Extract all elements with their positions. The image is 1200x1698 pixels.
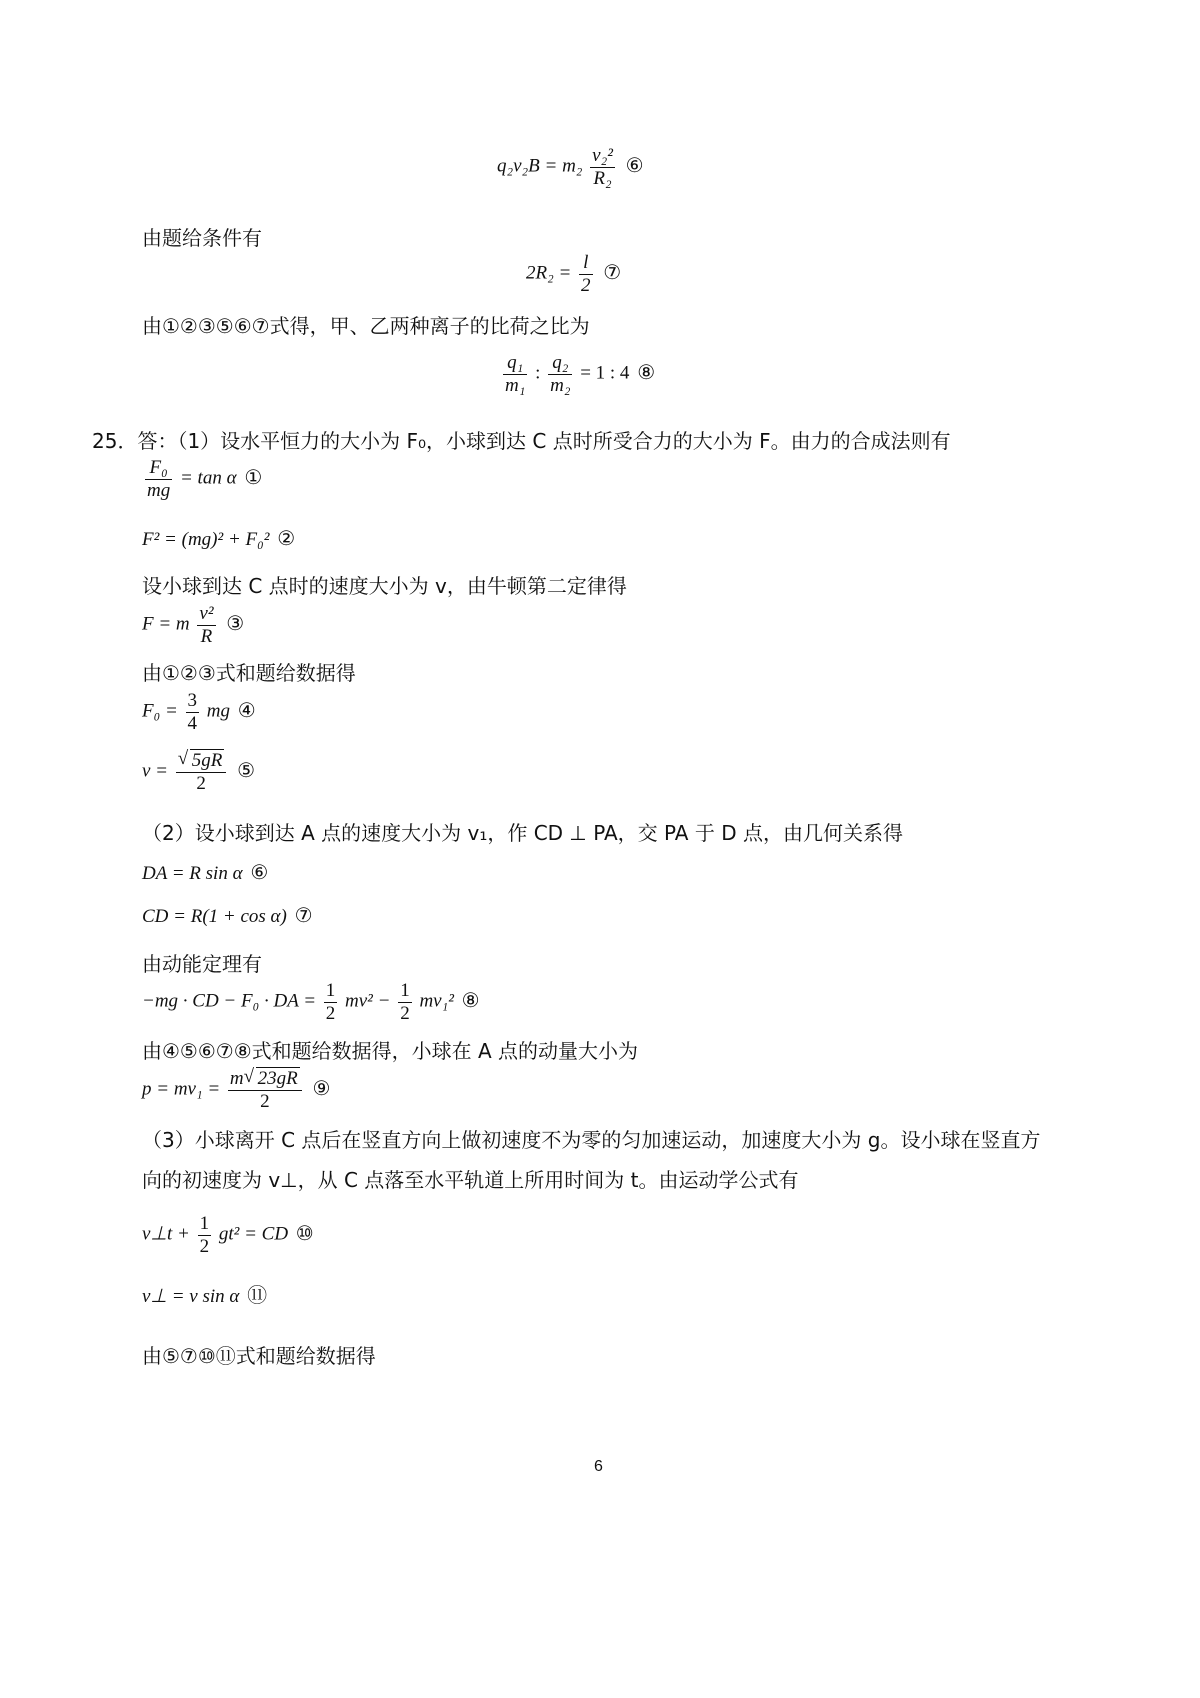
eq6-fraction — [590, 145, 615, 190]
eq8b-mid: mv² − — [345, 990, 391, 1012]
eq8b-f1-num: 1 — [325, 980, 336, 1001]
eq1-rhs: = tan α — [179, 467, 237, 489]
question-25-intro: 25．答：（1）设水平恒力的大小为 F₀，小球到达 C 点时所受合力的大小为 F。由力的合成法则有 — [92, 429, 951, 453]
equation-11 — [142, 1285, 267, 1306]
eq1-denominator: mg — [147, 479, 171, 501]
eq11-text: v⊥ = v sin α — [142, 1286, 240, 1307]
eq8-fraction-1 — [503, 352, 527, 397]
part-2-intro: （2）设小球到达 A 点的速度大小为 v₁，作 CD ⊥ PA，交 PA 于 D 点，由几何关系得 — [142, 821, 903, 845]
eq6-numerator: v₂² — [592, 145, 613, 166]
eq5-radicand: 5gR — [191, 750, 223, 771]
eq4-numerator: 3 — [187, 690, 198, 711]
eq11-mark: ⑪ — [247, 1283, 268, 1307]
eq9-radicand: 23gR — [257, 1068, 298, 1089]
eq9-sqrt — [244, 1068, 300, 1090]
eq1-fraction — [145, 457, 172, 502]
eq8b-f2-den: 2 — [400, 1002, 410, 1024]
eq6-mark: ⑥ — [625, 152, 644, 177]
eq10-fraction — [198, 1213, 212, 1258]
text-momentum: 由④⑤⑥⑦⑧式和题给数据得，小球在 A 点的动量大小为 — [142, 1039, 639, 1063]
equation-5 — [142, 750, 255, 795]
eq10-rhs: gt² = CD — [218, 1223, 289, 1245]
eq4-lhs: F₀ = — [142, 700, 178, 722]
eq3-numerator: v² — [199, 603, 214, 624]
eq9-fraction — [228, 1068, 302, 1113]
eq8-sep: : — [535, 362, 541, 384]
eq7-mark: ⑦ — [603, 259, 622, 284]
eq7-lhs: 2R₂ = — [526, 262, 572, 284]
eq8-mark: ⑧ — [637, 359, 656, 384]
eq8-rhs: = 1 : 4 — [580, 362, 630, 384]
eq9-num-prefix: m — [229, 1068, 244, 1089]
equation-7b — [142, 905, 313, 926]
text-velocity: 设小球到达 C 点时的速度大小为 v，由牛顿第二定律得 — [142, 574, 627, 598]
eq8b-fraction-1 — [324, 980, 338, 1025]
eq9-denominator: 2 — [260, 1090, 270, 1112]
text-data-1: 由①②③式和题给数据得 — [142, 661, 356, 685]
text-final: 由⑤⑦⑩⑪式和题给数据得 — [142, 1344, 376, 1368]
equation-10 — [142, 1213, 314, 1258]
equation-6b — [142, 862, 268, 883]
eq5-sqrt — [178, 750, 225, 772]
text-condition: 由题给条件有 — [142, 226, 262, 250]
eq10-denominator: 2 — [199, 1235, 210, 1257]
page-number: 6 — [594, 1458, 603, 1475]
eq6-lhs: q₂v₂B = m₂ — [497, 155, 583, 177]
eq8b-mark: ⑧ — [461, 987, 480, 1012]
eq8-num2: q₂ — [548, 352, 572, 375]
eq7-denominator: 2 — [581, 274, 591, 296]
part-3-line-2: 向的初速度为 v⊥，从 C 点落至水平轨道上所用时间为 t。由运动学公式有 — [142, 1168, 799, 1192]
eq8b-fraction-2 — [398, 980, 412, 1025]
eq7-numerator: l — [579, 252, 593, 275]
eq10-numerator: 1 — [199, 1213, 210, 1234]
eq7b-text: CD = R(1 + cos α) — [142, 906, 287, 927]
equation-7 — [526, 252, 621, 297]
eq8-den2: m₂ — [550, 374, 571, 396]
eq2-text: F² = (mg)² + F₀² — [142, 529, 270, 550]
eq7-fraction — [579, 252, 593, 297]
eq7b-mark: ⑦ — [294, 903, 313, 927]
eq5-mark: ⑤ — [237, 757, 256, 782]
eq8b-lhs: −mg · CD − F₀ · DA = — [142, 990, 317, 1012]
eq10-lhs: v⊥t + — [142, 1223, 190, 1245]
eq5-fraction — [176, 750, 227, 795]
equation-9 — [142, 1068, 330, 1113]
equation-8b — [142, 980, 480, 1025]
equation-8 — [500, 352, 655, 397]
equation-3 — [142, 603, 244, 648]
equation-6 — [497, 145, 644, 190]
eq3-denominator: R — [200, 625, 213, 647]
eq1-numerator: F₀ — [145, 457, 172, 480]
eq6b-text: DA = R sin α — [142, 863, 243, 884]
text-energy: 由动能定理有 — [142, 952, 262, 976]
eq8-den1: m₁ — [505, 374, 526, 396]
eq6b-mark: ⑥ — [250, 860, 269, 884]
eq10-mark: ⑩ — [295, 1220, 314, 1245]
eq4-mark: ④ — [237, 697, 256, 722]
equation-1 — [142, 457, 262, 502]
text-ratio: 由①②③⑤⑥⑦式得，甲、乙两种离子的比荷之比为 — [142, 314, 590, 338]
eq3-fraction — [197, 603, 215, 648]
eq8b-f1-den: 2 — [325, 1002, 336, 1024]
eq3-lhs: F = m — [142, 613, 190, 635]
eq6-denominator: R₂ — [593, 167, 612, 189]
eq1-mark: ① — [244, 464, 263, 489]
eq8-fraction-2 — [548, 352, 572, 397]
equation-4 — [142, 690, 256, 735]
eq9-lhs: p = mv₁ = — [142, 1078, 221, 1100]
eq5-lhs: v = — [142, 760, 169, 782]
eq8b-end: mv₁² — [419, 990, 454, 1012]
eq8-num1: q₁ — [503, 352, 527, 375]
eq2-mark: ② — [277, 526, 296, 550]
eq4-denominator: 4 — [187, 712, 198, 734]
eq9-mark: ⑨ — [312, 1075, 331, 1100]
part-3-line-1: （3）小球离开 C 点后在竖直方向上做初速度不为零的匀加速运动，加速度大小为 g。设小球在竖直方 — [142, 1128, 1041, 1152]
eq3-mark: ③ — [226, 610, 245, 635]
equation-2 — [142, 528, 295, 549]
eq4-fraction — [186, 690, 200, 735]
eq4-rhs: mg — [206, 700, 231, 722]
eq8b-f2-num: 1 — [400, 980, 410, 1001]
eq5-denominator: 2 — [196, 772, 206, 794]
